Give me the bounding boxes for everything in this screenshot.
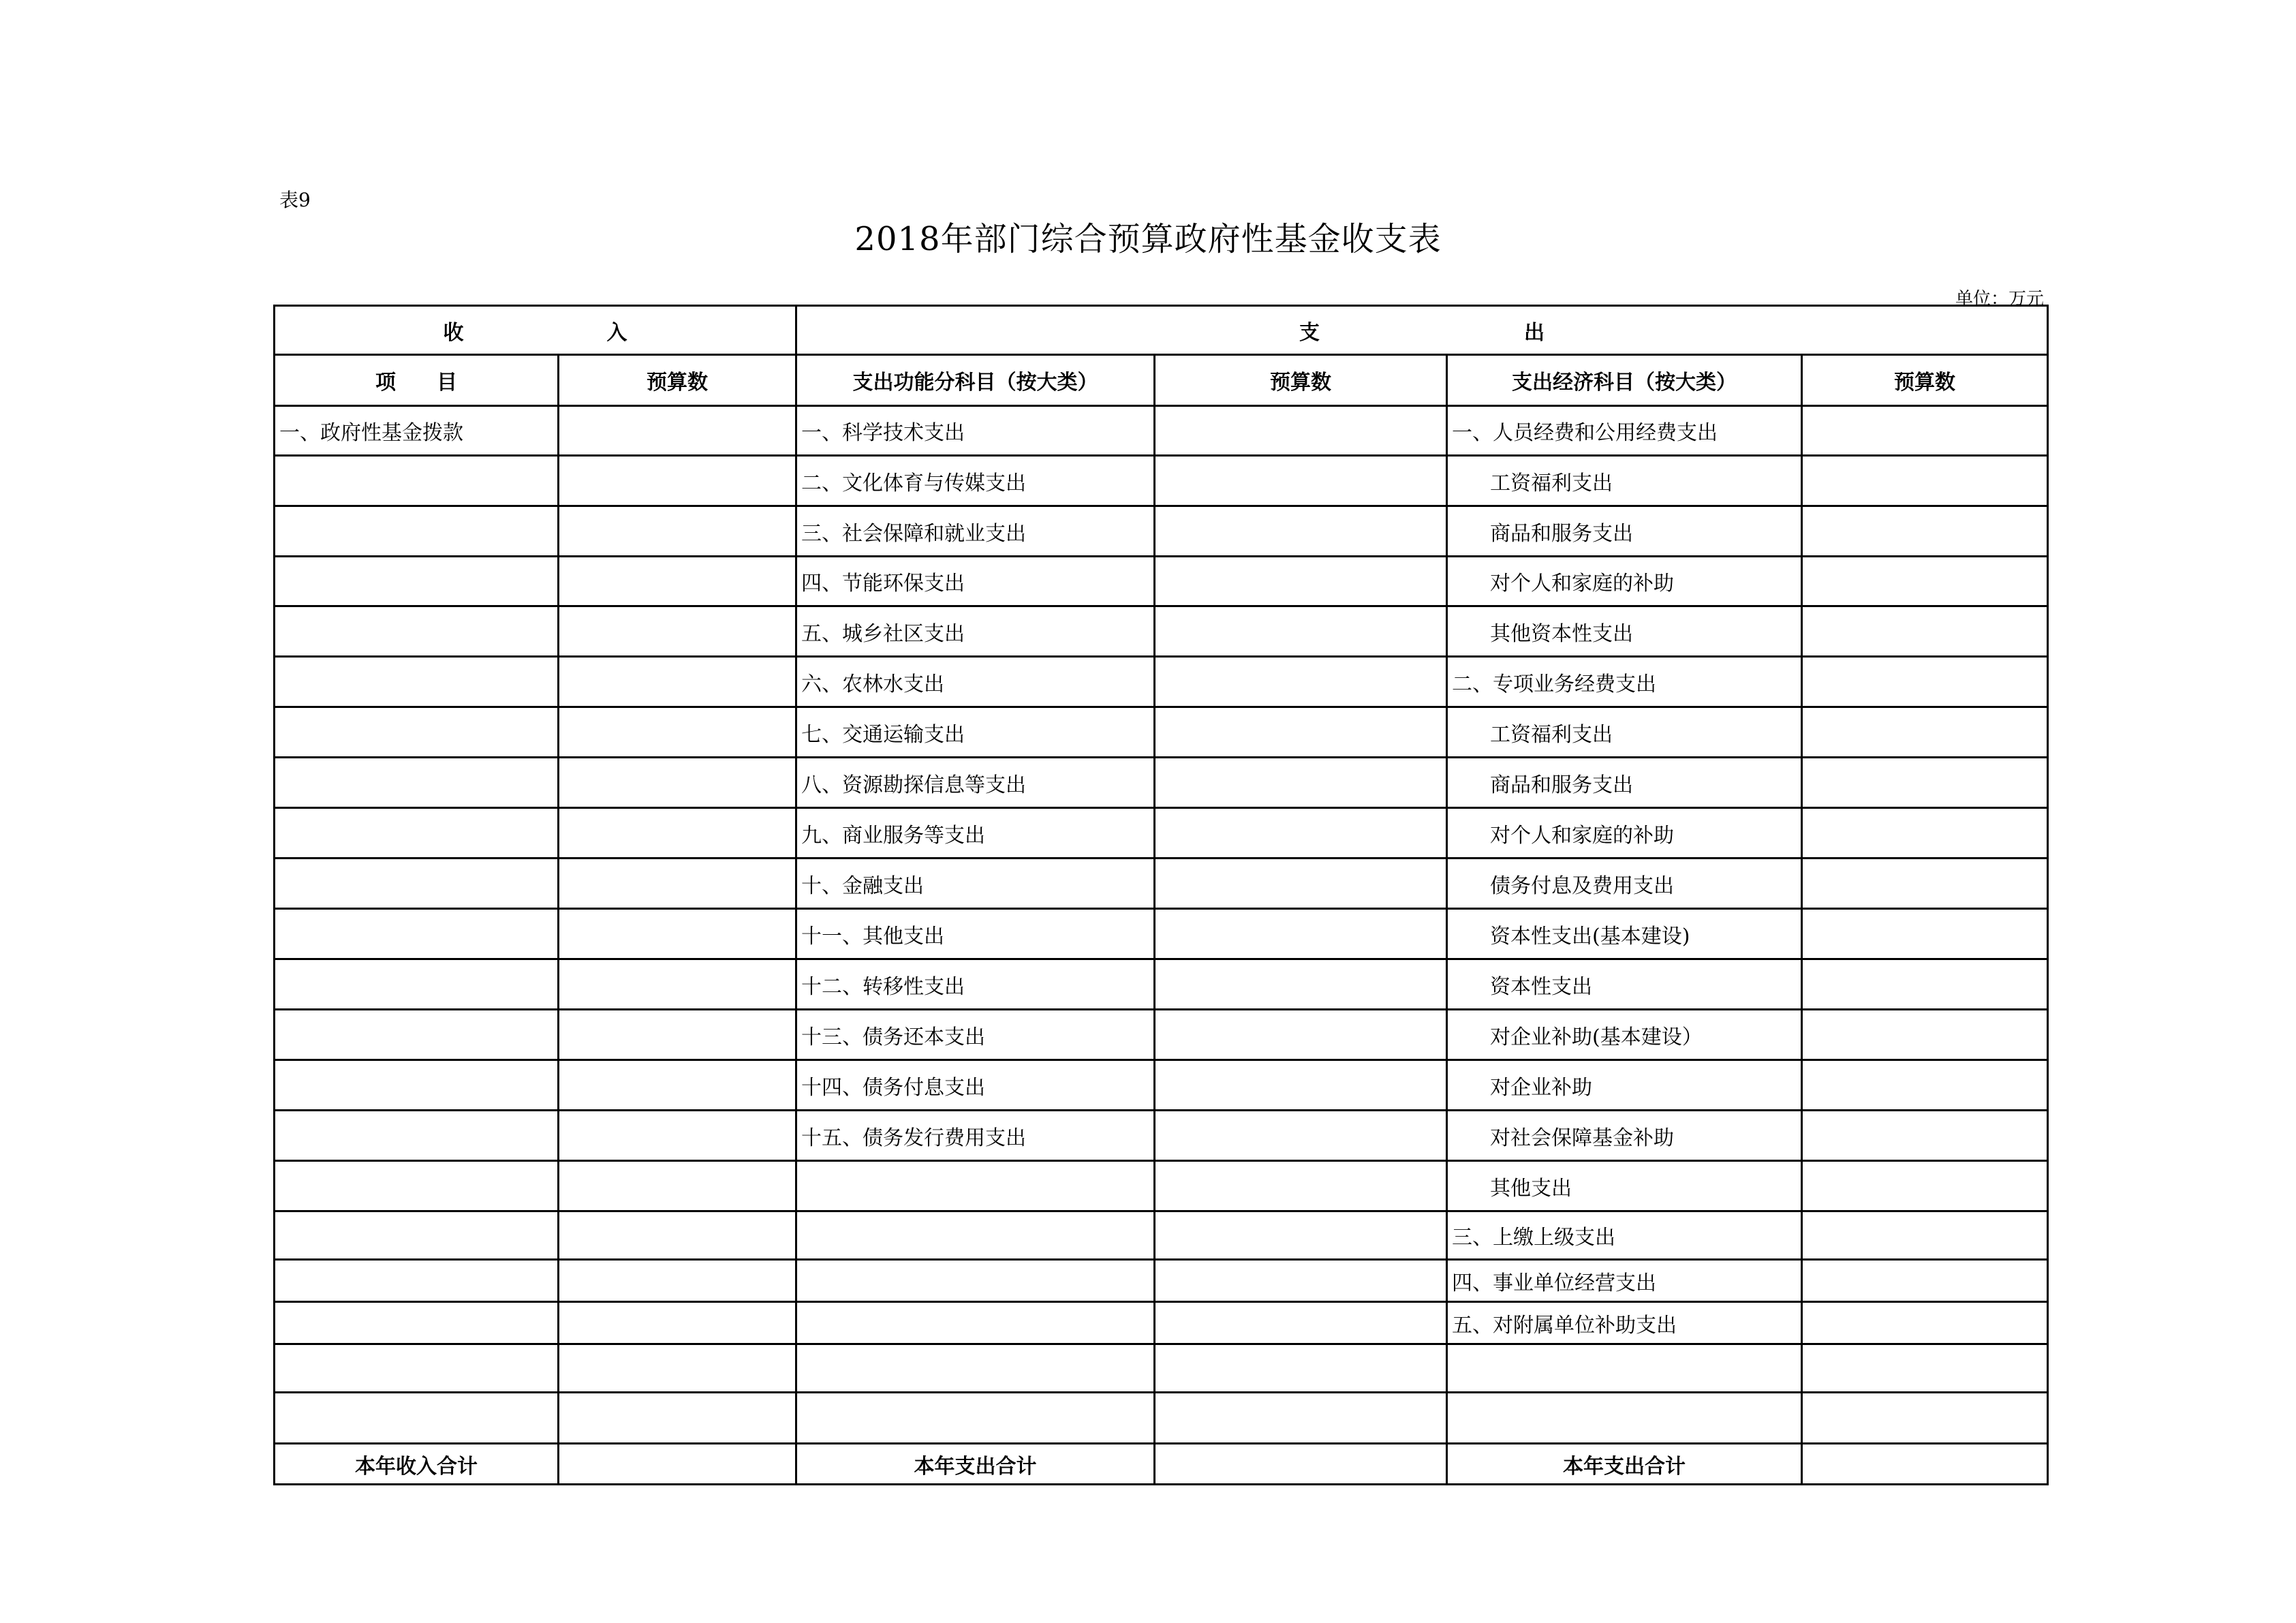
- income-item-cell: [275, 606, 559, 657]
- func-budget-cell: [1155, 1010, 1447, 1060]
- income-item-cell: [275, 1344, 559, 1393]
- econ-budget-cell: [1802, 959, 2048, 1010]
- econ-budget-cell: [1802, 1161, 2048, 1211]
- income-header: 收 入: [275, 306, 796, 355]
- table-row: [275, 1260, 2048, 1302]
- func-item-cell: 六、农林水支出: [796, 657, 1155, 707]
- econ-budget-cell: [1802, 1393, 2048, 1444]
- table-row: [275, 1111, 2048, 1161]
- income-item-cell: [275, 1302, 559, 1344]
- func-budget-cell: [1155, 506, 1447, 557]
- econ-item-cell: [1447, 1393, 1802, 1444]
- func-budget-cell: [1155, 1302, 1447, 1344]
- func-budget-cell: [1155, 909, 1447, 959]
- table-row: [275, 758, 2048, 808]
- econ-item-cell: 商品和服务支出: [1447, 758, 1802, 808]
- func-budget-cell: [1155, 1111, 1447, 1161]
- func-budget-cell: [1155, 1060, 1447, 1111]
- income-budget-cell: [559, 1393, 796, 1444]
- func-item-cell: [796, 1260, 1155, 1302]
- func-item-cell: 十四、债务付息支出: [796, 1060, 1155, 1111]
- income-total-label: 本年收入合计: [275, 1444, 559, 1485]
- func-budget-cell: [1155, 1260, 1447, 1302]
- econ-budget-cell: [1802, 1211, 2048, 1260]
- func-budget-cell: [1155, 707, 1447, 758]
- func-item-cell: 八、资源勘探信息等支出: [796, 758, 1155, 808]
- econ-item-cell: 对个人和家庭的补助: [1447, 808, 1802, 859]
- func-budget-cell: [1155, 456, 1447, 506]
- econ-item-cell: [1447, 1344, 1802, 1393]
- func-item-cell: 一、科学技术支出: [796, 406, 1155, 456]
- table-row: [275, 1010, 2048, 1060]
- func-item-cell: [796, 1344, 1155, 1393]
- table-row: [275, 1060, 2048, 1111]
- income-budget-cell: [559, 758, 796, 808]
- econ-budget-cell: [1802, 1111, 2048, 1161]
- income-item-cell: [275, 557, 559, 606]
- func-budget-cell: [1155, 606, 1447, 657]
- func-item-cell: 九、商业服务等支出: [796, 808, 1155, 859]
- income-budget-cell: [559, 808, 796, 859]
- income-budget-cell: [559, 1211, 796, 1260]
- econ-budget-cell: [1802, 606, 2048, 657]
- func-budget-cell: [1155, 808, 1447, 859]
- income-budget-cell: [559, 1111, 796, 1161]
- func-item-cell: 七、交通运输支出: [796, 707, 1155, 758]
- table-row: [275, 1344, 2048, 1393]
- table-row: [275, 707, 2048, 758]
- func-item-cell: [796, 1211, 1155, 1260]
- econ-budget-cell: [1802, 1060, 2048, 1111]
- func-budget-cell: [1155, 1344, 1447, 1393]
- econ-total-value: [1802, 1444, 2048, 1485]
- econ-budget-cell: [1802, 557, 2048, 606]
- income-budget-cell: [559, 1060, 796, 1111]
- econ-item-cell: 对个人和家庭的补助: [1447, 557, 1802, 606]
- income-item-cell: [275, 1060, 559, 1111]
- income-item-cell: [275, 1111, 559, 1161]
- unit-label: 单位：万元: [1955, 289, 2044, 309]
- func-item-cell: [796, 1302, 1155, 1344]
- func-total-label: 本年支出合计: [796, 1444, 1155, 1485]
- econ-budget-cell: [1802, 1010, 2048, 1060]
- func-item-cell: 十一、其他支出: [796, 909, 1155, 959]
- func-budget-cell: [1155, 557, 1447, 606]
- table-row: [275, 557, 2048, 606]
- table-row: [275, 506, 2048, 557]
- table-row: [275, 859, 2048, 909]
- income-total-value: [559, 1444, 796, 1485]
- func-budget-cell: [1155, 1393, 1447, 1444]
- income-budget-cell: [559, 859, 796, 909]
- income-budget-cell: [559, 657, 796, 707]
- econ-item-cell: 工资福利支出: [1447, 456, 1802, 506]
- table-row: [275, 657, 2048, 707]
- func-budget-cell: [1155, 406, 1447, 456]
- econ-budget-cell: [1802, 707, 2048, 758]
- income-budget-cell: [559, 707, 796, 758]
- econ-item-cell: 对企业补助: [1447, 1060, 1802, 1111]
- income-budget-cell: [559, 1010, 796, 1060]
- income-item-cell: [275, 707, 559, 758]
- table-row: [275, 1161, 2048, 1211]
- func-total-value: [1155, 1444, 1447, 1485]
- econ-item-cell: 二、专项业务经费支出: [1447, 657, 1802, 707]
- income-budget-cell: [559, 959, 796, 1010]
- econ-item-cell: 其他资本性支出: [1447, 606, 1802, 657]
- func-budget-cell: [1155, 1211, 1447, 1260]
- income-item-cell: [275, 1211, 559, 1260]
- func-item-cell: 十五、债务发行费用支出: [796, 1111, 1155, 1161]
- econ-total-label: 本年支出合计: [1447, 1444, 1802, 1485]
- func-item-cell: 十二、转移性支出: [796, 959, 1155, 1010]
- section-header-row: [275, 306, 2048, 355]
- econ-item-cell: 其他支出: [1447, 1161, 1802, 1211]
- income-budget-cell: [559, 1260, 796, 1302]
- econ-item-cell: 工资福利支出: [1447, 707, 1802, 758]
- table-row: [275, 959, 2048, 1010]
- econ-item-cell: 债务付息及费用支出: [1447, 859, 1802, 909]
- econ-item-cell: 三、上缴上级支出: [1447, 1211, 1802, 1260]
- income-item-cell: [275, 1260, 559, 1302]
- econ-item-cell: 四、事业单位经营支出: [1447, 1260, 1802, 1302]
- totals-row: [275, 1444, 2048, 1485]
- func-item-cell: [796, 1161, 1155, 1211]
- func-item-cell: [796, 1393, 1155, 1444]
- func-budget-cell: [1155, 859, 1447, 909]
- econ-budget-cell: [1802, 909, 2048, 959]
- income-item-cell: [275, 456, 559, 506]
- income-budget-cell: [559, 557, 796, 606]
- income-item-cell: 一、政府性基金拨款: [275, 406, 559, 456]
- col-func-budget-header: 预算数: [1155, 355, 1447, 406]
- income-budget-cell: [559, 506, 796, 557]
- income-item-cell: [275, 1010, 559, 1060]
- table-number: 表9: [279, 189, 311, 211]
- income-budget-cell: [559, 606, 796, 657]
- page-title: 2018年部门综合预算政府性基金收支表: [854, 220, 1442, 258]
- table-row: [275, 406, 2048, 456]
- income-budget-cell: [559, 909, 796, 959]
- income-budget-cell: [559, 456, 796, 506]
- econ-item-cell: 对社会保障基金补助: [1447, 1111, 1802, 1161]
- expense-header: 支 出: [796, 306, 2048, 355]
- func-budget-cell: [1155, 1161, 1447, 1211]
- col-item-header: 项 目: [275, 355, 559, 406]
- econ-budget-cell: [1802, 1302, 2048, 1344]
- econ-item-cell: 五、对附属单位补助支出: [1447, 1302, 1802, 1344]
- col-income-budget-header: 预算数: [559, 355, 796, 406]
- income-item-cell: [275, 859, 559, 909]
- income-budget-cell: [559, 406, 796, 456]
- table-row: [275, 456, 2048, 506]
- func-budget-cell: [1155, 758, 1447, 808]
- table-row: [275, 1393, 2048, 1444]
- econ-budget-cell: [1802, 808, 2048, 859]
- income-item-cell: [275, 506, 559, 557]
- budget-table: [273, 305, 2049, 1485]
- econ-budget-cell: [1802, 456, 2048, 506]
- table-row: [275, 909, 2048, 959]
- func-item-cell: 四、节能环保支出: [796, 557, 1155, 606]
- income-budget-cell: [559, 1302, 796, 1344]
- func-item-cell: 三、社会保障和就业支出: [796, 506, 1155, 557]
- econ-item-cell: 对企业补助(基本建设）: [1447, 1010, 1802, 1060]
- table-row: [275, 808, 2048, 859]
- table-row: [275, 1211, 2048, 1260]
- income-item-cell: [275, 909, 559, 959]
- func-budget-cell: [1155, 657, 1447, 707]
- econ-budget-cell: [1802, 1344, 2048, 1393]
- income-item-cell: [275, 959, 559, 1010]
- econ-budget-cell: [1802, 1260, 2048, 1302]
- table-row: [275, 606, 2048, 657]
- col-func-header: 支出功能分科目（按大类）: [796, 355, 1155, 406]
- econ-item-cell: 商品和服务支出: [1447, 506, 1802, 557]
- func-item-cell: 五、城乡社区支出: [796, 606, 1155, 657]
- func-item-cell: 十三、债务还本支出: [796, 1010, 1155, 1060]
- col-econ-budget-header: 预算数: [1802, 355, 2048, 406]
- income-item-cell: [275, 808, 559, 859]
- col-econ-header: 支出经济科目（按大类）: [1447, 355, 1802, 406]
- income-budget-cell: [559, 1344, 796, 1393]
- econ-budget-cell: [1802, 657, 2048, 707]
- income-item-cell: [275, 1161, 559, 1211]
- column-header-row: [275, 355, 2048, 406]
- econ-budget-cell: [1802, 506, 2048, 557]
- income-item-cell: [275, 758, 559, 808]
- econ-budget-cell: [1802, 406, 2048, 456]
- income-item-cell: [275, 1393, 559, 1444]
- econ-budget-cell: [1802, 859, 2048, 909]
- econ-item-cell: 一、人员经费和公用经费支出: [1447, 406, 1802, 456]
- func-item-cell: 十、金融支出: [796, 859, 1155, 909]
- econ-item-cell: 资本性支出: [1447, 959, 1802, 1010]
- econ-budget-cell: [1802, 758, 2048, 808]
- table-row: [275, 1302, 2048, 1344]
- income-item-cell: [275, 657, 559, 707]
- income-budget-cell: [559, 1161, 796, 1211]
- func-budget-cell: [1155, 959, 1447, 1010]
- func-item-cell: 二、文化体育与传媒支出: [796, 456, 1155, 506]
- econ-item-cell: 资本性支出(基本建设): [1447, 909, 1802, 959]
